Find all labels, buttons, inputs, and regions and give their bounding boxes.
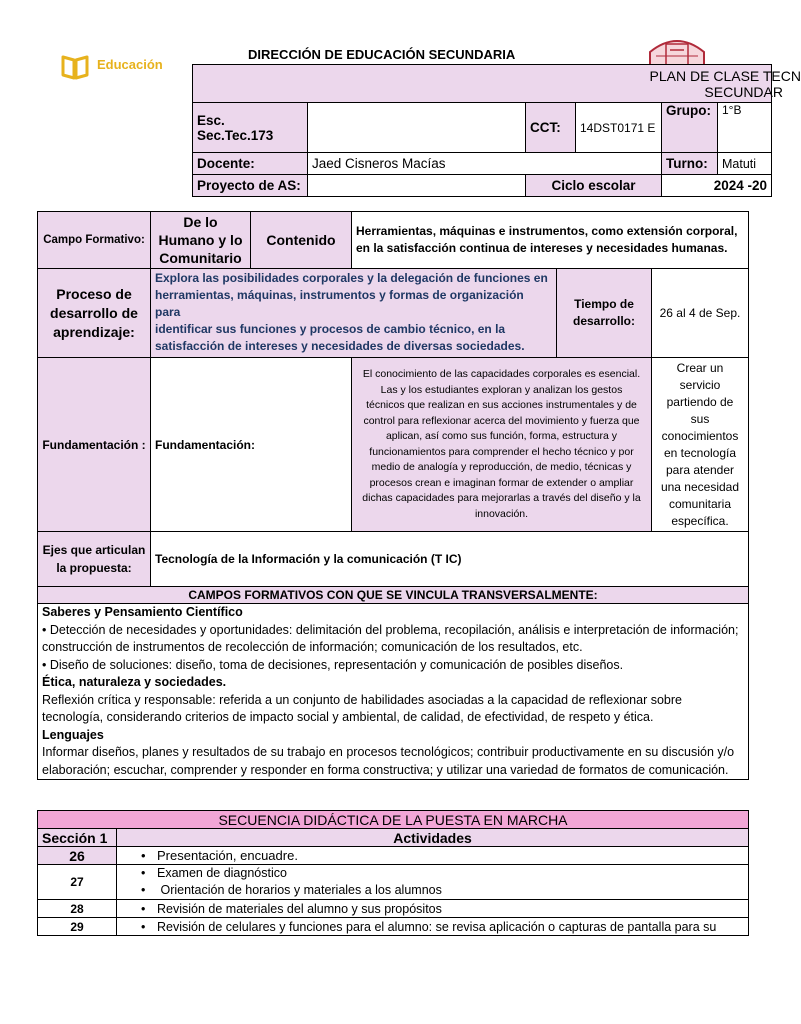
saberes-text-2: • Diseño de soluciones: diseño, toma de decisiones, representación y comunicación de posibles diseños. — [42, 657, 624, 672]
proceso-label: Proceso de desarrollo de aprendizaje: — [38, 269, 151, 358]
proyecto-label: Proyecto de AS: — [193, 175, 308, 197]
activity-item: Examen de diagnóstico — [157, 866, 287, 880]
proceso-value — [151, 269, 557, 358]
contenido-label: Contenido — [251, 212, 352, 269]
proyecto-value — [308, 175, 526, 197]
activity-item: Orientación de horarios y materiales a los alumnos — [157, 883, 442, 897]
transversal-content — [38, 604, 749, 780]
activity-cell: • Revisión de celulares y funciones para el alumno: se revisa aplicación o capturas de pantalla para su — [117, 918, 749, 936]
turno-value: Matuti — [718, 153, 772, 175]
lenguajes-title: Lenguajes — [42, 727, 104, 742]
activity-cell: • Examen de diagnóstico • Orientación de horarios y materiales a los alumnos — [117, 865, 749, 900]
secuencia-title: SECUENCIA DIDÁCTICA DE LA PUESTA EN MARCHA — [38, 811, 749, 829]
grupo-value: 1°B — [718, 103, 772, 153]
transversal-title: CAMPOS FORMATIVOS CON QUE SE VINCULA TRANSVERSALMENTE: — [38, 587, 749, 604]
etica-text: Reflexión crítica y responsable: referida a un conjunto de habilidades asociadas a la capacidad de reflexionar sobre tecnología, considerando criterios de impacto social y ambiental, de calidad, de efectividad, de respeto y ética. — [42, 692, 682, 724]
docente-label: Docente: — [193, 153, 308, 175]
table-row — [38, 918, 749, 936]
docente-value: Jaed Cisneros Macías — [308, 153, 662, 175]
proceso-text-2: identificar sus funciones y procesos de cambio técnico, en la satisfacción de intereses y necesidades de diversas sociedades. — [155, 322, 525, 353]
ciclo-label: Ciclo escolar — [526, 175, 662, 197]
session-number: 26 — [38, 847, 117, 865]
fundamentacion-label-2: Fundamentación: — [151, 358, 352, 532]
school-blank — [308, 103, 526, 153]
grupo-label: Grupo: — [662, 103, 718, 153]
campo-formativo-table — [37, 211, 749, 780]
activity-item: Revisión de celulares y funciones para el alumno: se revisa aplicación o capturas de pantalla para su — [157, 919, 717, 934]
contenido-value: Herramientas, máquinas e instrumentos, como extensión corporal, en la satisfacción continua de intereses y necesidades humanas. — [352, 212, 749, 269]
campo-label: Campo Formativo: — [38, 212, 151, 269]
lenguajes-text: Informar diseños, planes y resultados de su trabajo en procesos tecnológicos; contribuir productivamente en su discusión y/o elaboración; escuchar, comprender y responder en forma constructiva; y utilizar una variedad de formatos de comunicación. — [42, 745, 735, 777]
proceso-text-1: Explora las posibilidades corporales y la delegación de funciones en herramientas, máquinas, instrumentos y formas de organización para — [155, 271, 548, 319]
cct-value: 14DST0171 E — [576, 103, 662, 153]
seccion-header: Sección 1 — [38, 829, 117, 847]
plan-title — [193, 65, 801, 103]
school-name: Esc. Sec.Tec.173 — [193, 103, 308, 153]
saberes-title: Saberes y Pensamiento Científico — [42, 605, 243, 619]
turno-label: Turno: — [662, 153, 718, 175]
fundamentacion-side: Crear un servicio partiendo de sus conocimientos en tecnología para atender una necesidad comunitaria específica. — [652, 358, 749, 532]
activity-item: Presentación, encuadre. — [157, 848, 298, 863]
session-number: 28 — [38, 900, 117, 918]
header-table — [192, 64, 801, 197]
ciclo-value: 2024 -20 — [662, 175, 772, 197]
table-row — [38, 847, 749, 865]
table-row — [38, 900, 749, 918]
tiempo-value: 26 al 4 de Sep. — [652, 269, 749, 358]
saberes-text-1: • Detección de necesidades y oportunidades: delimitación del problema, recopilación, análisis e interpretación de información; construcción de instrumentos de recolección de información; comunicación de los resultados, etc. — [42, 622, 739, 654]
cct-label: CCT: — [526, 103, 576, 153]
session-number: 27 — [38, 865, 117, 900]
activity-cell: • Revisión de materiales del alumno y sus propósitos — [117, 900, 749, 918]
activity-item: Revisión de materiales del alumno y sus propósitos — [157, 901, 442, 916]
plan-title-line2: SECUNDAR — [704, 83, 783, 100]
fundamentacion-text: El conocimiento de las capacidades corporales es esencial. Las y los estudiantes exploran y analizan los gestos técnicos que realizan en sus acciones instrumentales y de control para reflexionar acerca del movimiento y fuerza que aplican, así como sus función, forma, estructura y funcionamientos para comprender el hecho técnico y por medio de analogía y reproducción, de medio, técnicas y procesos crean e imaginan formar de extender o ampliar dichas capacidades para mejorarlas a través del diseño y la innovación. — [352, 358, 652, 532]
ejes-label: Ejes que articulan la propuesta: — [38, 532, 151, 587]
book-logo-icon — [60, 53, 90, 81]
page-title: DIRECCIÓN DE EDUCACIÓN SECUNDARIA — [248, 47, 516, 62]
etica-title: Ética, naturaleza y sociedades. — [42, 675, 227, 689]
table-row — [38, 865, 749, 900]
tiempo-label: Tiempo de desarrollo: — [557, 269, 652, 358]
logo-text: Educación — [97, 57, 163, 72]
secuencia-table — [37, 810, 749, 936]
actividades-header: Actividades — [117, 829, 749, 847]
plan-title-line1: PLAN DE CLASE TECN — [649, 67, 801, 84]
fundamentacion-label: Fundamentación : — [38, 358, 151, 532]
session-number: 29 — [38, 918, 117, 936]
activity-cell: • Presentación, encuadre. — [117, 847, 749, 865]
ejes-value: Tecnología de la Información y la comunicación (T IC) — [151, 532, 749, 587]
campo-value: De lo Humano y lo Comunitario — [151, 212, 251, 269]
